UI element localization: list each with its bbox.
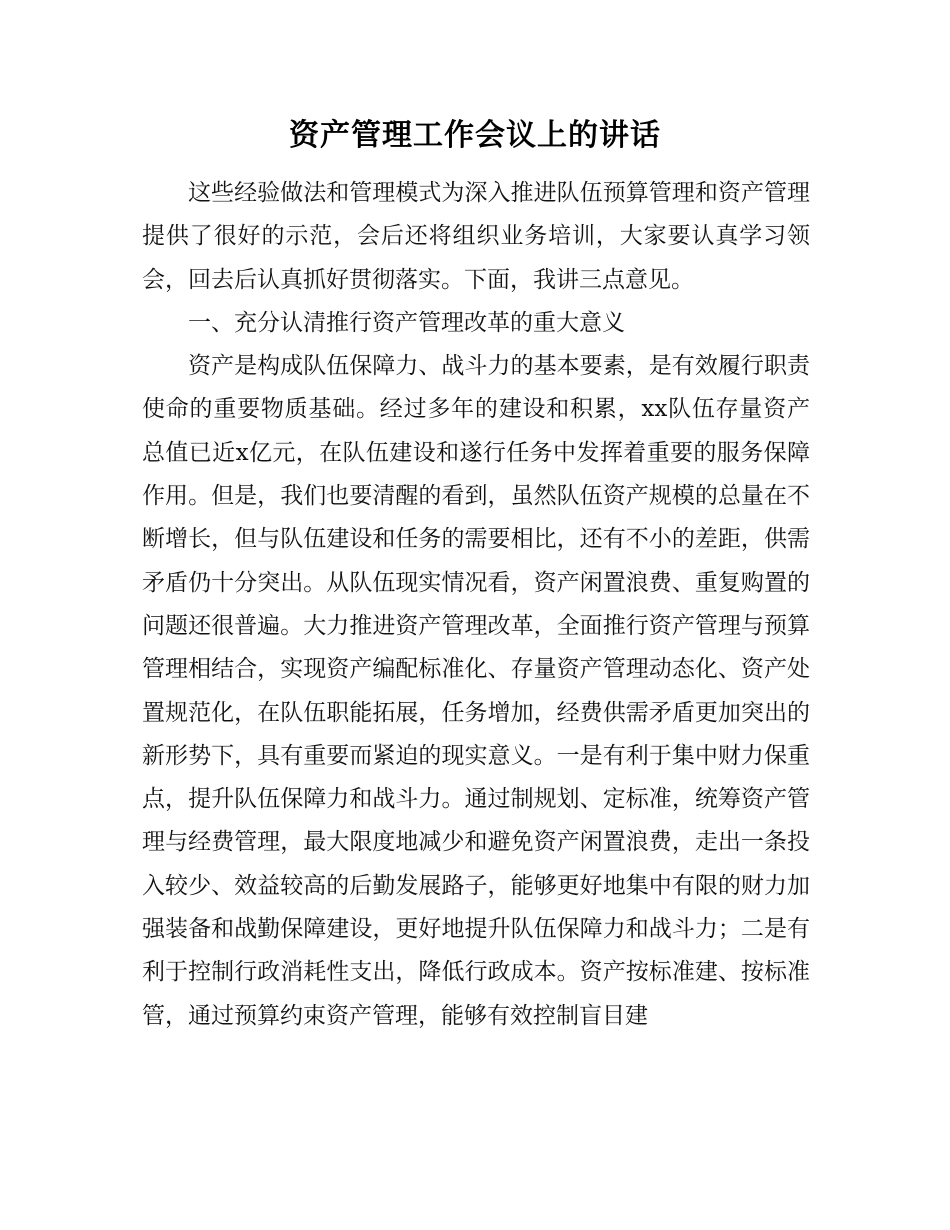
section-heading: 一、充分认清推行资产管理改革的重大意义 (188, 309, 625, 336)
document-body (142, 172, 810, 1038)
paragraph-intro: 这些经验做法和管理模式为深入推进队伍预算管理和资产管理提供了很好的示范，会后还将组织业务培训，大家要认真学习领会，回去后认真抓好贯彻落实。下面，我讲三点意见。 (142, 180, 810, 293)
document-title: 资产管理工作会议上的讲话 (289, 118, 661, 153)
paragraph-main: 资产是构成队伍保障力、战斗力的基本要素，是有效履行职责使命的重要物质基础。经过多年的建设和积累，xx队伍存量资产总值已近x亿元，在队伍建设和遂行任务中发挥着重要的服务保障作用。但是，我们也要清醒的看到，虽然队伍资产规模的总量在不断增长，但与队伍建设和任务的需要相比，还有不小的差距，供需矛盾仍十分突出。从队伍现实情况看，资产闲置浪费、重复购置的问题还很普遍。大力推进资产管理改革，全面推行资产管理与预算管理相结合，实现资产编配标准化、存量资产管理动态化、资产处置规范化，在队伍职能拓展，任务增加，经费供需矛盾更加突出的新形势下，具有重要而紧迫的现实意义。一是有利于集中财力保重点，提升队伍保障力和战斗力。通过制规划、定标准，统筹资产管理与经费管理，最大限度地减少和避免资产闲置浪费，走出一条投入较少、效益较高的后勤发展路子，能够更好地集中有限的财力加强装备和战勤保障建设，更好地提升队伍保障力和战斗力；二是有利于控制行政消耗性支出，降低行政成本。资产按标准建、按标准管，通过预算约束资产管理，能够有效控制盲目建 (142, 353, 810, 1029)
